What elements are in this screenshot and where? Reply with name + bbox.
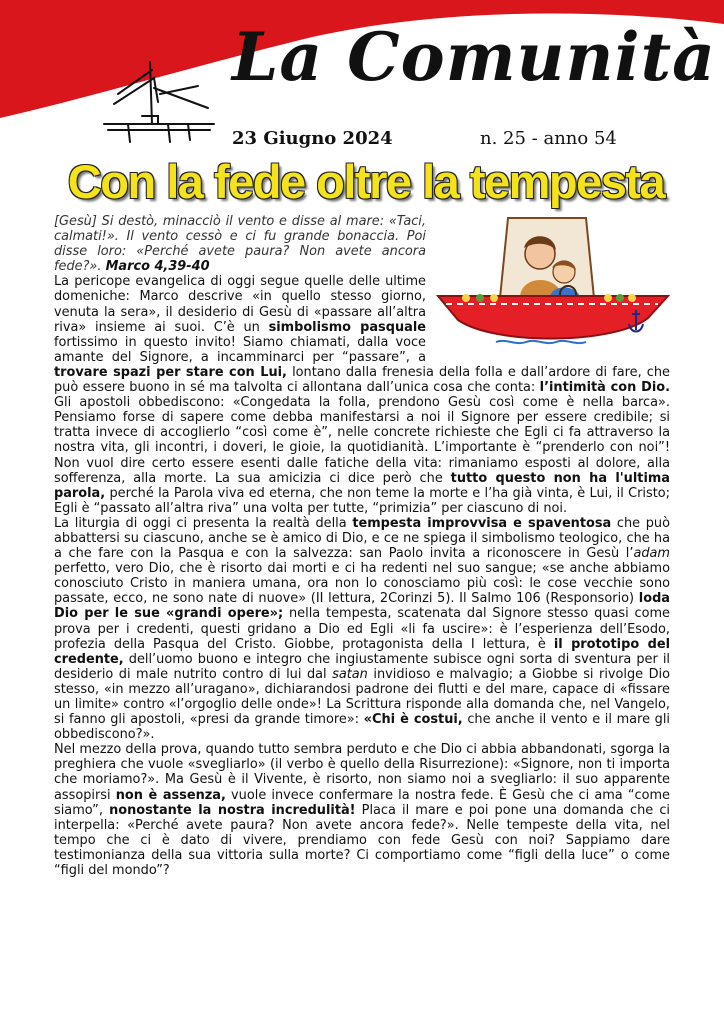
article-body — [54, 214, 670, 878]
text-run: lontano dalla frenesia della folla e dall’ardore di fare, che può essere buono in sé ma talvolta ci allontana dall’unica cosa che conta: — [54, 364, 670, 396]
text-run: La pericope evangelica di oggi segue quelle delle ultime domeniche: Marco descrive «in quello stesso giorno, venuta la sera», il desiderio di Gesù di «passare all’altra riva» insieme ai suoi. C’è un — [54, 274, 426, 335]
text-run: perché la Parola viva ed eterna, che non teme la morte e l’ha già vinta, è Lui, il Cristo; Egli è “passato all’altra riva” una volta per tutte, “primizia” per ciascuno di noi. — [54, 485, 670, 516]
emphasis: tempesta improvvisa e spaventosa — [352, 515, 612, 531]
emphasis: «Chi è costui, — [363, 712, 463, 728]
text-run: Placa il mare e poi pone una domanda che ci interpella: «Perché avete paura? Non avete ancora fede?». Nelle tempeste della vita, nel tempo che ci è dato di vivere, prendiamo con fede Gesù con noi? Sappiamo dare testimonianza della sua vittoria sulla morte? Ci comportiamo come “figli della luce” o come “figli del mondo”? — [54, 802, 670, 879]
text-run: perfetto, vero Dio, che è risorto dai morti e ci ha redenti nel suo sangue; «se anche abbiamo conosciuto Cristo in maniera umana, ora non lo conosciamo più così: le cose vecchie sono passate, ecco, ne sono nate di nuove» (II lettura, 2Corinzi 5). Il Salmo 106 (Responsorio) — [54, 561, 670, 607]
emphasis: nonostante la nostra incredulità! — [109, 802, 356, 818]
boat-illustration-space — [432, 214, 670, 362]
article-headline: Con la fede oltre la tempesta — [67, 155, 665, 208]
emphasis: simbolismo pasquale — [268, 319, 426, 335]
emphasis: tutto questo non ha l'ultima parola, — [54, 470, 670, 501]
italic-term: adam — [633, 546, 670, 562]
text-run: Nel mezzo della prova, quando tutto sembra perduto e che Dio ci abbia abbandonati, sgorga la preghiera che vuole «svegliarlo» (il verbo è quello della Risurrezione): «Signore, non ti importa che moriamo?». Ma Gesù è il Vivente, è risorto, non siamo noi a svegliarlo: il suo apparente assopirsi — [54, 742, 670, 803]
text-run: La liturgia di oggi ci presenta la realtà della — [54, 515, 353, 531]
issue-number: n. 25 - anno 54 — [480, 128, 617, 149]
text-run: nella tempesta, scatenata dal Signore stesso quasi come prova per i credenti, questi gridano a Dio ed Egli «li fa uscire»: è l’esperienza dell’Esodo, profezia della Pasqua del Cristo. Giobbe, protagonista della I lettura, è — [54, 606, 670, 652]
italic-term: satan — [332, 666, 368, 682]
emphasis: il prototipo del credente, — [54, 636, 670, 667]
newspaper-title: La Comunità — [232, 18, 716, 96]
text-run: vuole invece confermare la nostra fede. È Gesù che ci ama “come siamo”, — [54, 787, 670, 818]
gospel-quote-text: [Gesù] Si destò, minacciò il vento e disse al mare: «Taci, calmati!». Il vento cessò e ci fu grande bonaccia. Poi disse loro: «Perché avete paura? Non avete ancora fede?». — [54, 214, 426, 275]
emphasis: loda Dio per le sue «grandi opere»; — [54, 591, 670, 622]
text-run: che può abbattersi su ciascuno, anche se è amico di Dio, e ce ne spiega il simbolismo teologico, che ha a che fare con la Pasqua e con la salvezza: san Paolo invita a riconoscere in Gesù l’ — [54, 515, 670, 562]
text-run: invidioso e malvagio; a Giobbe si rivolge Dio stesso, «in mezzo all’uragano», dichiarandosi padrone dei flutti e del mare, capace di «fissare un limite» contro «l’orgoglio delle onde»! La Scrittura risponde alla domanda che, nel Vangelo, si fanno gli apostoli, «presi da grande timore»: — [54, 666, 670, 728]
sailboat-logo-icon — [98, 58, 218, 144]
paragraph-2 — [54, 516, 670, 742]
emphasis: non è assenza, — [115, 787, 226, 803]
text-run: Gli apostoli obbediscono: «Congedata la folla, prendono Gesù così come è nella barca». Pensiamo forse di sapere come debba manifestarsi a noi il Signore per essere credibile; si tratta invece di accoglierlo “così come è”, nelle concrete richieste che Egli ci fa attraverso la nostra vita, gli incontri, i doveri, le gioie, la quotidianità. L’importante è “prenderlo con noi”! Non vuol dire certo essere esenti dalle fatiche della vita: rimaniamo esposti al dolore, alla sofferenza, alla morte. La sua amicizia ci dice però che — [54, 395, 670, 486]
issue-date: 23 Giugno 2024 — [232, 128, 393, 149]
text-run: dell’uomo buono e integro che ingiustamente subisce ogni sorta di sventura per il desiderio di male nutrito contro di lui dal — [54, 651, 670, 682]
gospel-reference: Marco 4,39-40 — [105, 259, 210, 275]
emphasis: l’intimità con Dio. — [539, 380, 670, 396]
emphasis: trovare spazi per stare con Lui, — [54, 364, 287, 380]
text-run: fortissimo in questo invito! Siamo chiamati, dalla voce amante del Signore, a incamminarci per “passare”, a — [54, 334, 426, 365]
paragraph-3 — [54, 742, 670, 878]
text-run: che anche il vento e il mare gli obbediscono?». — [54, 712, 670, 743]
